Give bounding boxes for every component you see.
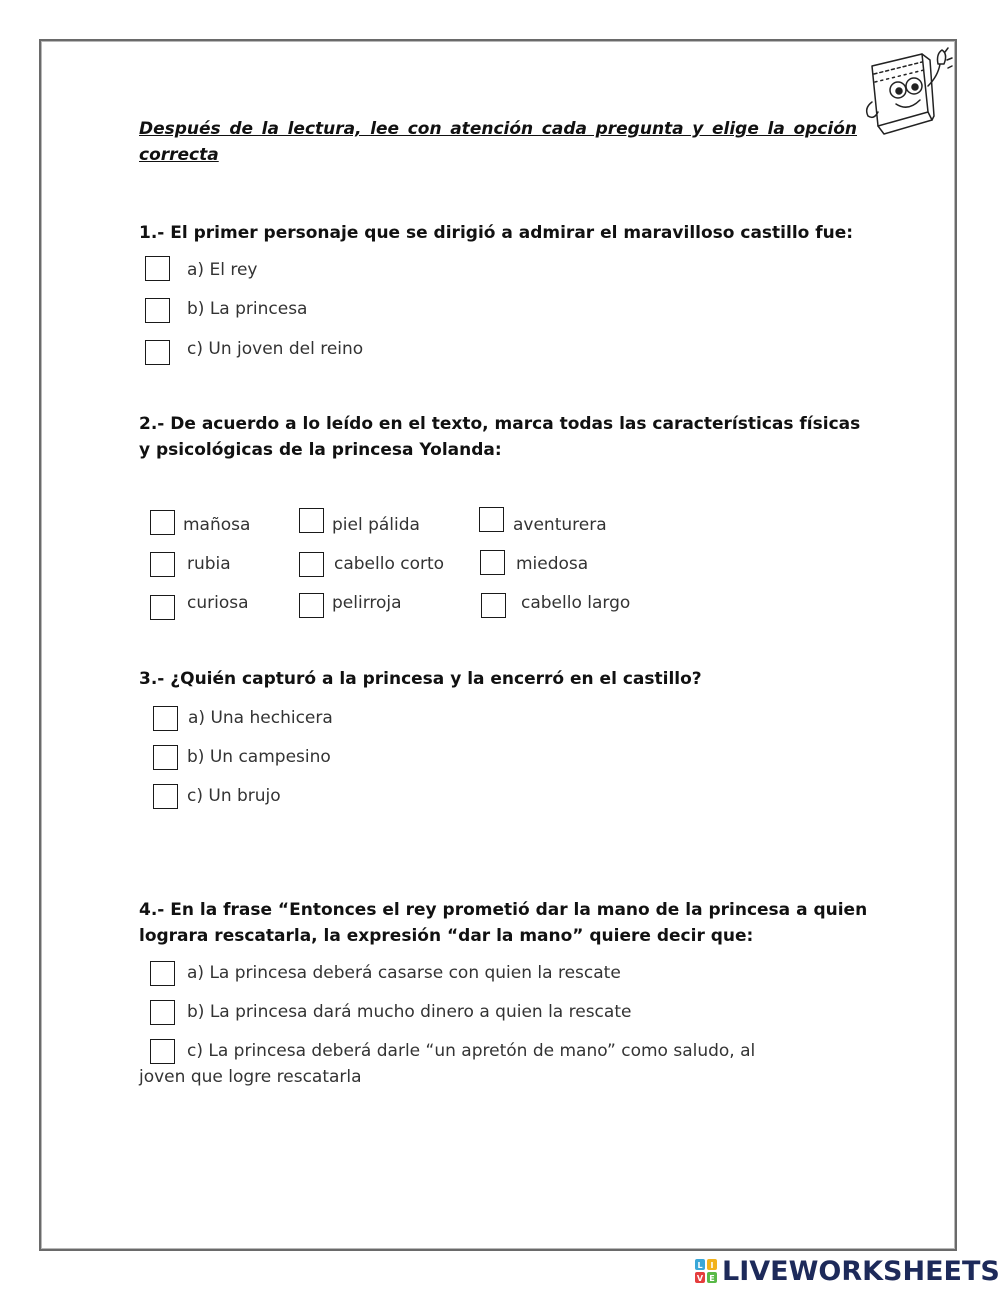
q3-option-b-checkbox[interactable] bbox=[153, 745, 178, 770]
question-2-text-line2: y psicológicas de la princesa Yolanda: bbox=[139, 440, 502, 460]
q2-option-aventurera-label: aventurera bbox=[513, 515, 607, 535]
logo-letter-v: V bbox=[696, 1274, 704, 1283]
q3-option-c-checkbox[interactable] bbox=[153, 784, 178, 809]
q2-option-piel-palida-label: piel pálida bbox=[332, 515, 420, 535]
q2-option-miedosa-label: miedosa bbox=[516, 554, 589, 574]
q4-option-a-checkbox[interactable] bbox=[150, 961, 175, 986]
question-3-text: 3.- ¿Quién capturó a la princesa y la encerró en el castillo? bbox=[139, 669, 702, 689]
q4-option-b-label: b) La princesa dará mucho dinero a quien la rescate bbox=[187, 1002, 632, 1022]
q2-option-cabello-largo-checkbox[interactable] bbox=[481, 593, 506, 618]
logo-letter-e: E bbox=[709, 1274, 715, 1283]
q2-option-miedosa-checkbox[interactable] bbox=[480, 550, 505, 575]
q2-option-pelirroja-label: pelirroja bbox=[332, 593, 402, 613]
book-mascot-illustration bbox=[862, 46, 956, 142]
q3-option-a-label: a) Una hechicera bbox=[188, 708, 333, 728]
question-4-text-line1: 4.- En la frase “Entonces el rey prometió dar la mano de la princesa a quien bbox=[139, 900, 868, 920]
liveworksheets-logo-icon bbox=[694, 1258, 718, 1284]
q1-option-b-checkbox[interactable] bbox=[145, 298, 170, 323]
q1-option-c-checkbox[interactable] bbox=[145, 340, 170, 365]
q1-option-a-checkbox[interactable] bbox=[145, 256, 170, 281]
q4-option-a-label: a) La princesa deberá casarse con quien la rescate bbox=[187, 963, 621, 983]
question-4-text-line2: lograra rescatarla, la expresión “dar la mano” quiere decir que: bbox=[139, 926, 754, 946]
q1-option-a-label: a) El rey bbox=[187, 260, 258, 280]
logo-letter-i: I bbox=[710, 1261, 714, 1270]
liveworksheets-brand bbox=[694, 1256, 1000, 1286]
q2-option-cabello-corto-label: cabello corto bbox=[334, 554, 445, 574]
q4-option-c-label-continuation: joven que logre rescatarla bbox=[139, 1067, 362, 1087]
q1-option-b-label: b) La princesa bbox=[187, 299, 308, 319]
instructions-text: Después de la lectura, lee con atención cada pregunta y elige la opción correcta bbox=[139, 119, 857, 165]
q2-option-manosa-label: mañosa bbox=[183, 515, 251, 535]
q2-option-rubia-label: rubia bbox=[187, 554, 231, 574]
q2-option-cabello-largo-label: cabello largo bbox=[521, 593, 631, 613]
q3-option-a-checkbox[interactable] bbox=[153, 706, 178, 731]
q4-option-c-label: c) La princesa deberá darle “un apretón de mano” como saludo, al bbox=[187, 1041, 756, 1061]
logo-letter-l: L bbox=[697, 1261, 703, 1270]
liveworksheets-wordmark[interactable]: LIVEWORKSHEETS bbox=[722, 1255, 1000, 1287]
q2-option-curiosa-checkbox[interactable] bbox=[150, 595, 175, 620]
q2-option-cabello-corto-checkbox[interactable] bbox=[299, 552, 324, 577]
q4-option-c-checkbox[interactable] bbox=[150, 1039, 175, 1064]
q2-option-manosa-checkbox[interactable] bbox=[150, 510, 175, 535]
q2-option-piel-palida-checkbox[interactable] bbox=[299, 508, 324, 533]
q3-option-b-label: b) Un campesino bbox=[187, 747, 331, 767]
q3-option-c-label: c) Un brujo bbox=[187, 786, 281, 806]
question-2-text-line1: 2.- De acuerdo a lo leído en el texto, marca todas las características físicas bbox=[139, 414, 861, 434]
q2-option-rubia-checkbox[interactable] bbox=[150, 552, 175, 577]
q2-option-pelirroja-checkbox[interactable] bbox=[299, 593, 324, 618]
q2-option-curiosa-label: curiosa bbox=[187, 593, 249, 613]
q2-option-aventurera-checkbox[interactable] bbox=[479, 507, 504, 532]
q1-option-c-label: c) Un joven del reino bbox=[187, 339, 364, 359]
question-1-text: 1.- El primer personaje que se dirigió a admirar el maravilloso castillo fue: bbox=[139, 223, 854, 243]
q4-option-b-checkbox[interactable] bbox=[150, 1000, 175, 1025]
